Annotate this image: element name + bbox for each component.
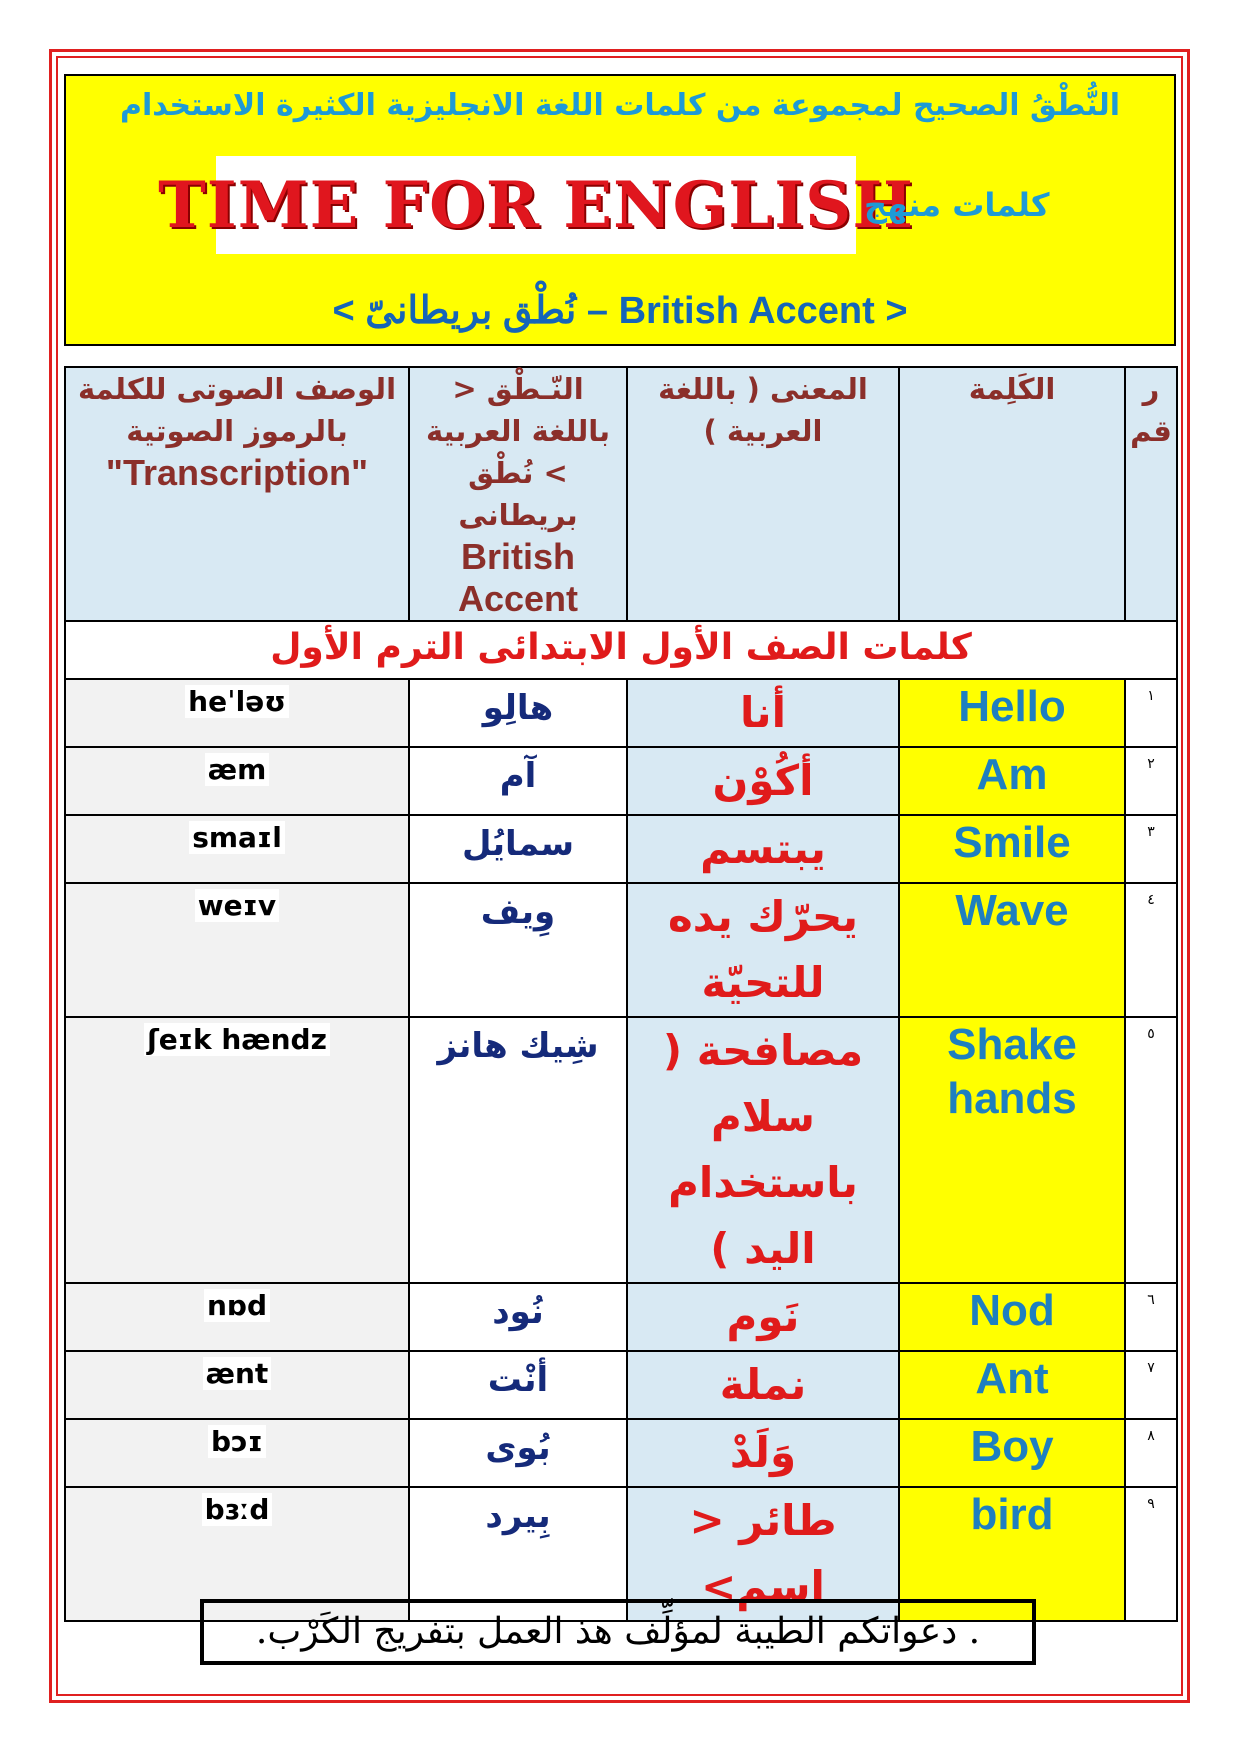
row-meaning: يبتسم (700, 824, 826, 873)
row-number-cell (1125, 679, 1177, 747)
row-word: bird (970, 1490, 1054, 1539)
row-word: Am (976, 750, 1048, 799)
accent-line: < British Accent – نُطْق بريطانىّ > (332, 290, 908, 332)
row-meaning-cell (627, 747, 899, 815)
row-meaning: نملة (719, 1360, 807, 1409)
title-row (66, 156, 1174, 254)
row-number: ٨ (1147, 1428, 1155, 1444)
header-transcription (65, 367, 409, 621)
header-pronunciation (409, 367, 627, 621)
row-transcription: bɜːd (202, 1493, 273, 1526)
row-pronunciation: نُود (492, 1292, 544, 1332)
row-word: Boy (970, 1422, 1054, 1471)
row-word-cell (899, 1351, 1125, 1419)
row-word-cell (899, 815, 1125, 883)
row-transcription: ʃeɪk hændz (144, 1023, 330, 1056)
row-number-cell (1125, 1283, 1177, 1351)
row-word-cell (899, 1283, 1125, 1351)
row-number: ٦ (1147, 1292, 1155, 1308)
row-meaning-cell (627, 679, 899, 747)
row-number-cell (1125, 1351, 1177, 1419)
row-meaning: أنا (740, 688, 786, 737)
header-word: الكَلِمة (899, 367, 1125, 621)
header-meaning: المعنى ( باللغة العربية ) (627, 367, 899, 621)
row-transcription-cell (65, 1283, 409, 1351)
table-row (65, 1017, 1177, 1283)
header-number: ر قم (1125, 367, 1177, 621)
row-pronunciation-cell (409, 815, 627, 883)
row-word-cell (899, 747, 1125, 815)
row-word-cell (899, 883, 1125, 1017)
row-number-cell (1125, 1487, 1177, 1621)
row-number: ٣ (1147, 824, 1155, 840)
row-transcription: smaɪl (189, 821, 285, 854)
row-pronunciation: بِيرد (485, 1496, 551, 1536)
section-title-row (65, 621, 1177, 679)
table-row (65, 679, 1177, 747)
row-word-cell (899, 1419, 1125, 1487)
row-meaning: أكُوْن (712, 756, 814, 805)
row-transcription: nɒd (204, 1289, 270, 1322)
row-meaning-cell (627, 1283, 899, 1351)
header-pronunciation-latin: British Accent (457, 536, 579, 619)
row-number: ٧ (1147, 1360, 1155, 1376)
row-transcription-cell (65, 679, 409, 747)
footer-dedication: . دعواتكم الطيبة لمؤلِّف هذ العمل بتفريج الكَرْب. (200, 1599, 1036, 1665)
row-word: Shake hands (947, 1020, 1077, 1123)
row-transcription: ænt (203, 1357, 272, 1390)
row-transcription-cell (65, 1351, 409, 1419)
row-meaning: طائر < اسم> (689, 1496, 837, 1611)
row-meaning: مصافحة ( سلام باستخدام اليد ) (662, 1026, 864, 1273)
row-pronunciation: أنْت (487, 1360, 549, 1400)
table-row (65, 1419, 1177, 1487)
row-pronunciation-cell (409, 1351, 627, 1419)
row-meaning-cell (627, 815, 899, 883)
row-meaning: نَوم (726, 1292, 800, 1341)
row-number: ٢ (1147, 756, 1155, 772)
row-word: Nod (969, 1286, 1055, 1335)
header-transcription-arabic: الوصف الصوتى للكلمة بالرموز الصوتية (77, 372, 397, 448)
row-pronunciation-cell (409, 1283, 627, 1351)
row-pronunciation: سمايُل (461, 824, 575, 864)
row-pronunciation-cell (409, 747, 627, 815)
row-pronunciation-cell (409, 679, 627, 747)
row-number: ٤ (1147, 892, 1155, 908)
row-transcription-cell (65, 1017, 409, 1283)
header-transcription-latin: "Transcription" (105, 452, 369, 493)
row-transcription-cell (65, 883, 409, 1017)
header-banner (64, 74, 1176, 346)
row-meaning-cell (627, 1351, 899, 1419)
table-row (65, 1351, 1177, 1419)
row-number: ٩ (1147, 1496, 1155, 1512)
row-pronunciation-cell (409, 1017, 627, 1283)
row-pronunciation: آم (499, 756, 537, 796)
row-pronunciation-cell (409, 883, 627, 1017)
row-number: ٥ (1147, 1026, 1155, 1042)
table-header-row (65, 367, 1177, 621)
row-pronunciation: شِيك هانز (437, 1026, 599, 1066)
vocabulary-table (64, 366, 1178, 1622)
row-pronunciation-cell (409, 1419, 627, 1487)
row-transcription-cell (65, 1419, 409, 1487)
row-word-cell (899, 1017, 1125, 1283)
row-number-cell (1125, 1419, 1177, 1487)
row-transcription: æm (205, 753, 270, 786)
row-number-cell (1125, 815, 1177, 883)
row-number-cell (1125, 747, 1177, 815)
page-title: TIME FOR ENGLISH (158, 167, 914, 243)
row-transcription: heˈləʊ (185, 685, 289, 718)
row-word: Ant (975, 1354, 1049, 1403)
row-transcription: bɔɪ (208, 1425, 266, 1458)
row-transcription-cell (65, 815, 409, 883)
table-row (65, 883, 1177, 1017)
row-meaning: يحرّك يده للتحيّة (667, 892, 859, 1007)
row-word: Hello (958, 682, 1066, 731)
row-number-cell (1125, 1017, 1177, 1283)
header-subtitle: النُّطْقُ الصحيح لمجموعة من كلمات اللغة الانجليزية الكثيرة الاستخدام (119, 88, 1121, 123)
row-word: Wave (955, 886, 1069, 935)
row-meaning-cell (627, 1017, 899, 1283)
row-pronunciation: وِيف (480, 892, 556, 932)
row-word: Smile (953, 818, 1071, 867)
row-number-cell (1125, 883, 1177, 1017)
row-number: ١ (1147, 688, 1155, 704)
section-title: كلمات الصف الأول الابتدائى الترم الأول (65, 621, 1177, 679)
table-row (65, 815, 1177, 883)
row-pronunciation: هالِو (482, 688, 554, 728)
table-row (65, 747, 1177, 815)
header-pronunciation-arabic: النّـطْق < باللغة العربية > نُطْق بريطانى (425, 372, 611, 532)
row-meaning-cell (627, 1419, 899, 1487)
row-pronunciation: بُوى (485, 1428, 551, 1468)
title-box (158, 156, 914, 254)
row-transcription-cell (65, 747, 409, 815)
row-meaning: وَلَدْ (729, 1428, 797, 1477)
table-row (65, 1283, 1177, 1351)
row-word-cell (899, 679, 1125, 747)
row-meaning-cell (627, 883, 899, 1017)
curriculum-label: كلمات منهج (864, 186, 1050, 224)
row-transcription: weɪv (195, 889, 279, 922)
